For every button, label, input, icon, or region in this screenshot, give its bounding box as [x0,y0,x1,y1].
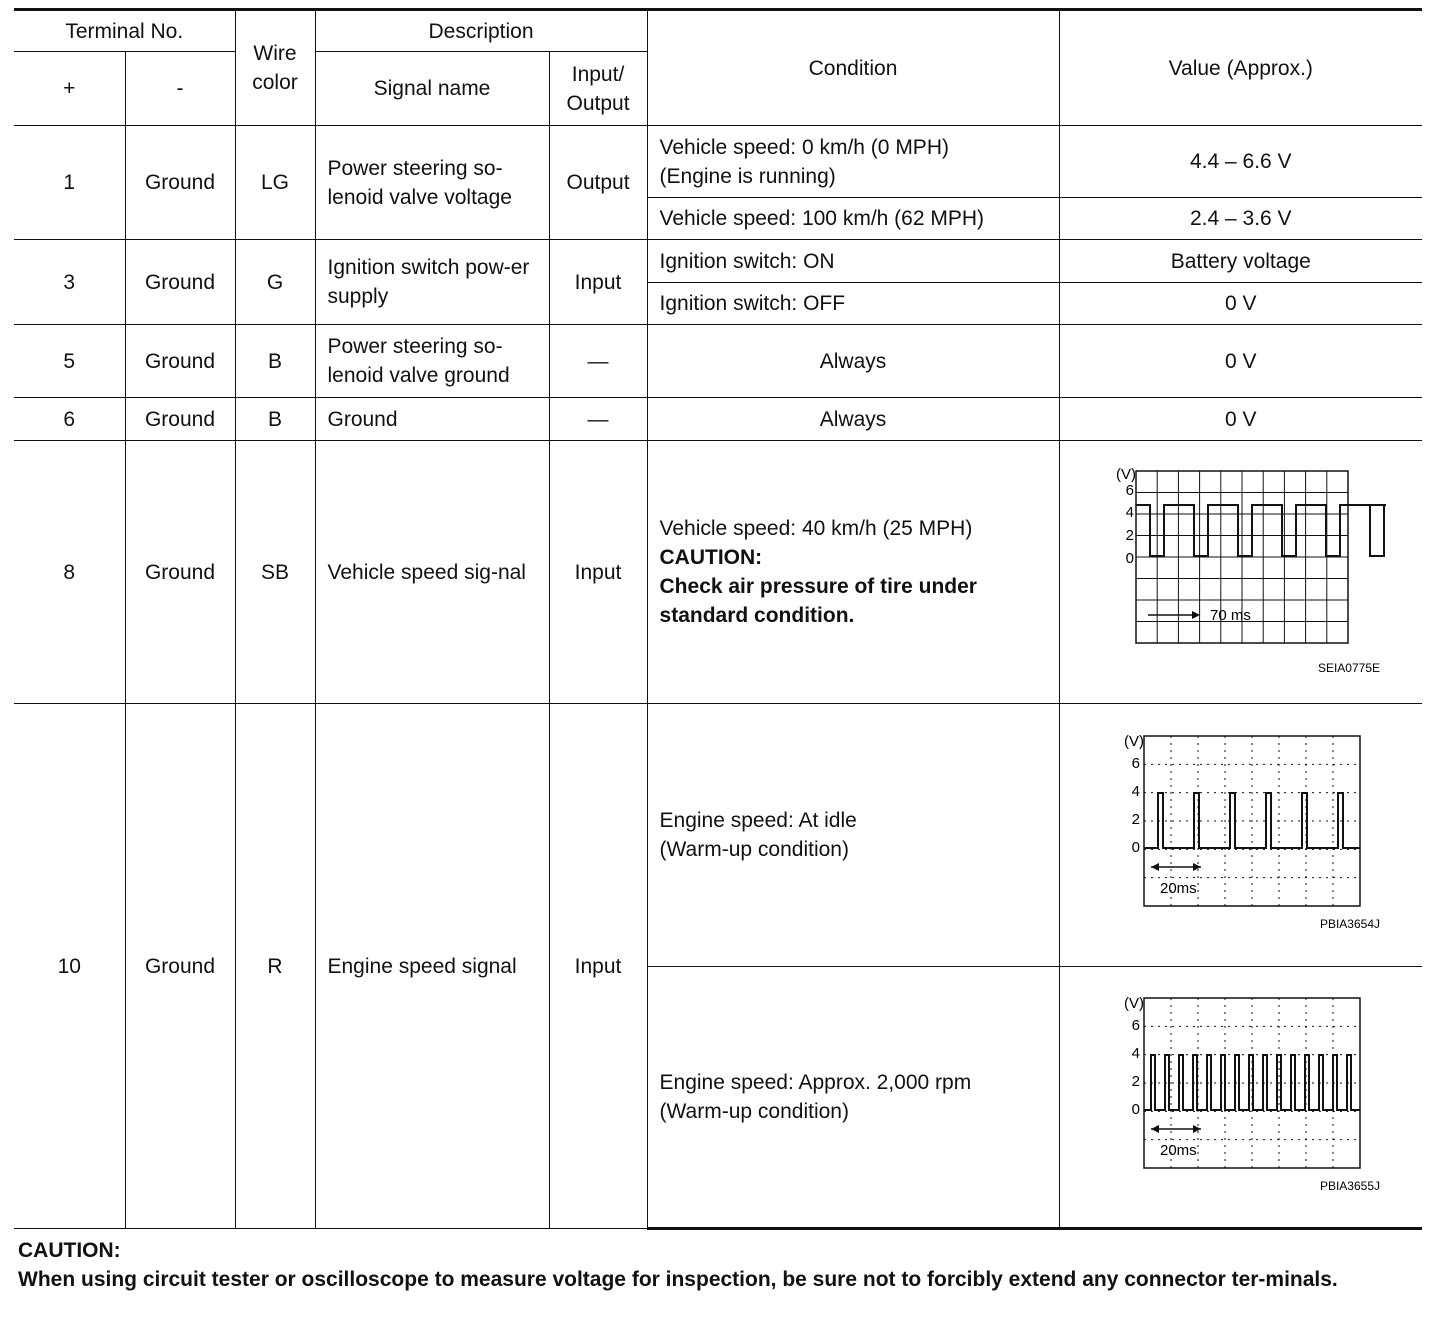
header-minus: - [125,52,235,126]
header-value: Value (Approx.) [1059,10,1422,126]
axis-unit-label: (V) [1123,994,1144,1012]
time-span-label: 20ms [1159,1141,1197,1159]
terminal-minus: Ground [125,126,235,240]
time-span-label: 20ms [1159,879,1197,897]
value-cell: 0 V [1059,398,1422,441]
header-description: Description [315,10,647,52]
input-output: Input [549,240,647,325]
condition-text: Vehicle speed: 0 km/h (0 MPH) [659,135,949,159]
value-cell [1059,704,1422,967]
signal-name: Power steering so-lenoid valve voltage [315,126,549,240]
header-plus: + [14,52,125,126]
tick-label: 2 [1131,810,1140,828]
axis-unit-label: (V) [1115,465,1136,483]
wire-color: G [235,240,315,325]
terminal-minus: Ground [125,704,235,1229]
signal-name: Engine speed signal [315,704,549,1229]
condition-text: Engine speed: At idle [659,809,857,832]
signal-name: Ground [315,398,549,441]
engine-2000rpm-waveform [1096,990,1386,1205]
tick-label: 0 [1125,549,1134,567]
terminal-minus: Ground [125,441,235,704]
axis-unit-label: (V) [1123,732,1144,750]
signal-name: Power steering so-lenoid valve ground [315,325,549,398]
time-span-marker [1148,611,1200,619]
condition-text: Vehicle speed: 40 km/h (25 MPH) [659,517,973,540]
condition-cell [647,967,1059,1229]
condition-cell: Ignition switch: OFF [647,283,1059,325]
tick-label: 2 [1131,1072,1140,1090]
value-cell [1059,441,1422,704]
terminal-table [14,8,1422,1230]
engine-idle-waveform [1096,728,1386,943]
footer-caution [18,1236,1428,1294]
tick-label: 6 [1131,1016,1140,1034]
value-cell [1059,967,1422,1229]
condition-text: (Warm-up condition) [659,838,849,861]
terminal-plus: 8 [14,441,125,704]
condition-cell: Always [647,325,1059,398]
time-span-marker [1151,1125,1201,1133]
value-cell: 0 V [1059,325,1422,398]
terminal-plus: 5 [14,325,125,398]
tick-label: 4 [1125,503,1134,521]
time-span-label: 70 ms [1209,606,1251,624]
terminal-plus: 3 [14,240,125,325]
value-cell: Battery voltage [1059,240,1422,283]
condition-cell [647,704,1059,967]
header-wire-color: Wire color [235,10,315,126]
condition-cell: Always [647,398,1059,441]
tick-label: 0 [1131,838,1140,856]
figure-code: SEIA0775E [1317,660,1380,675]
header-signal-name: Signal name [315,52,549,126]
terminal-minus: Ground [125,398,235,441]
caution-text: When using circuit tester or oscilloscope to measure voltage for inspection, be sure not to forcibly extend any connector ter-minals. [18,1268,1338,1291]
terminal-minus: Ground [125,240,235,325]
signal-name: Vehicle speed sig-nal [315,441,549,704]
condition-text: Engine speed: Approx. 2,000 rpm [659,1071,972,1094]
condition-text: (Engine is running) [659,164,836,188]
terminal-plus: 1 [14,126,125,240]
condition-cell [647,441,1059,704]
signal-name: Ignition switch pow-er supply [315,240,549,325]
condition-cell: Vehicle speed: 100 km/h (62 MPH) [647,198,1059,240]
figure-code: PBIA3654J [1319,916,1380,931]
input-output: Input [549,441,647,704]
condition-text: (Warm-up condition) [659,1100,849,1123]
terminal-plus: 6 [14,398,125,441]
terminal-plus: 10 [14,704,125,1229]
time-span-marker [1151,863,1201,871]
wire-color: B [235,325,315,398]
input-output: — [549,398,647,441]
tick-label: 6 [1125,481,1134,499]
input-output: — [549,325,647,398]
caution-label: CAUTION: [18,1239,121,1262]
terminal-spec-sheet [14,8,1422,1230]
tick-label: 6 [1131,754,1140,772]
condition-cell: Ignition switch: ON [647,240,1059,283]
vehicle-speed-waveform [1096,465,1386,680]
input-output: Output [549,126,647,240]
header-condition: Condition [647,10,1059,126]
wire-color: B [235,398,315,441]
value-cell: 2.4 – 3.6 V [1059,198,1422,240]
header-input-output: Input/ Output [549,52,647,126]
wire-color: R [235,704,315,1229]
condition-caution-text: Check air pressure of tire under standard condition. [659,575,977,627]
wire-color: SB [235,441,315,704]
value-cell: 4.4 – 6.6 V [1059,126,1422,198]
input-output: Input [549,704,647,1229]
header-terminal-no: Terminal No. [14,10,235,52]
tick-label: 2 [1125,526,1134,544]
figure-code: PBIA3655J [1319,1178,1380,1193]
terminal-minus: Ground [125,325,235,398]
tick-label: 0 [1131,1100,1140,1118]
tick-label: 4 [1131,1044,1140,1062]
value-cell: 0 V [1059,283,1422,325]
tick-label: 4 [1131,782,1140,800]
wire-color: LG [235,126,315,240]
condition-cell [647,126,1059,198]
condition-caution-label: CAUTION: [659,546,763,569]
